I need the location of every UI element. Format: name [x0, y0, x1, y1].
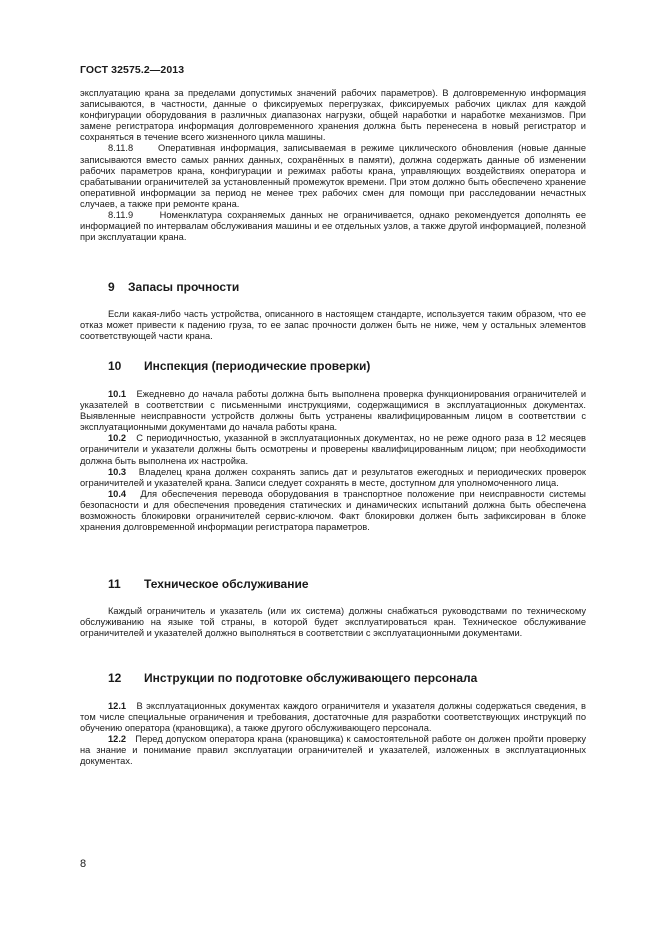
paragraph-10-1	[80, 389, 586, 433]
section-10-body	[80, 389, 586, 533]
section-12-heading	[80, 671, 586, 685]
clause-text: Ежедневно до начала работы должна быть выполнена проверка функционирования ограничителей и указателей в соответствии с письменными инструкциями, содержащимися в эксплуатационных документах. Выявленные неисправности устройств должны быть устранены квалифицированным лицом в соответствии с эксплуатационными документами до начала работы крана.	[80, 389, 587, 433]
clause-text: С периодичностью, указанной в эксплуатационных документах, но не реже одного раза в 12 месяцев ограничители и указатели должны быть осмотрены и проверены квалифицированным лицом; при необходимости должна быть выполнена их настройка.	[80, 433, 586, 466]
paragraph-8-11-9	[80, 210, 586, 243]
section-number: 10	[108, 359, 122, 373]
section-10-heading	[80, 359, 586, 373]
clause-number: 12.2	[108, 734, 127, 745]
section-title: Запасы прочности	[128, 280, 240, 294]
paragraph: Каждый ограничитель и указатель (или их система) должны снабжаться руководствами по техническому обслуживанию на языке той страны, в которой будет эксплуатироваться кран. Техническое обслуживание ограничителей и указателей должно выполняться в соответствии с эксплуатационными документами.	[80, 606, 586, 639]
paragraph-12-2	[80, 734, 586, 767]
section-title: Техническое обслуживание	[144, 577, 309, 591]
paragraph-8-11-8	[80, 143, 586, 210]
paragraph: эксплуатацию крана за пределами допустимых значений рабочих параметров). В долговременную информация записываются, в частности, данные о фиксируемых перегрузках, фиксируемых рабочих циклах для каждой конфигурации оборудования в различных диапазонах нагрузки, общей наработки и наработке механизмов. При замене регистратора информация долговременного хранения должна быть перенесена в новый регистратор и сохраняться в течение всего жизненного цикла машины.	[80, 88, 586, 143]
clause-text: Оперативная информация, записываемая в режиме циклического обновления (новые данные записываются вместо самых ранних данных, сохранённых в памяти), должна содержать данные об изменении рабочих параметров крана, конфигурации и режимах работы крана, управляющих воздействиях оператора и срабатывании ограничителей за установленный промежуток времени. При этом должно быть обеспечено хранение оперативной информации за период не менее трех рабочих смен для помощи при расследовании нечастных случаев, а также при ремонте крана.	[80, 143, 586, 209]
clause-number: 10.2	[108, 433, 127, 444]
clause-text: Владелец крана должен сохранять запись дат и результатов ежегодных и периодических проверок ограничителей и указателей крана. Записи следует сохранять в месте, доступном для уполномоченного лица.	[80, 466, 586, 488]
paragraph-10-2	[80, 433, 586, 466]
section-9-body	[80, 309, 586, 342]
clause-text: Номенклатура сохраняемых данных не ограничивается, однако рекомендуется дополнять ее информацией по интервалам обслуживания машины и ее отдельных узлов, а также другой информацией, полезной при эксплуатации крана.	[80, 210, 586, 243]
section-title: Инструкции по подготовке обслуживающего персонала	[144, 671, 478, 685]
paragraph-10-4	[80, 489, 586, 533]
section-title: Инспекция (периодические проверки)	[144, 359, 371, 373]
paragraph-10-3	[80, 467, 586, 489]
paragraph-12-1	[80, 701, 586, 734]
section-12-body	[80, 701, 586, 768]
section-11-heading	[80, 577, 586, 591]
section-9-heading	[80, 280, 586, 294]
clause-text: В эксплуатационных документах каждого ограничителя и указателя должны содержаться сведения, в том числе специальные ограничения и требования, достаточные для разработки соответствующих инструкций по обучению оператора (крановщика), а также другого обслуживающего персонала.	[80, 701, 586, 734]
clause-text: Перед допуском оператора крана (крановщика) к самостоятельной работе он должен пройти проверку на знание и понимание правил эксплуатации ограничителей и указателей, изложенных в эксплуатационных документах.	[80, 734, 587, 767]
section-8-continuation	[80, 88, 586, 243]
clause-number: 12.1	[108, 701, 127, 711]
section-11-body	[80, 606, 586, 639]
section-number: 9	[108, 280, 115, 294]
section-number: 12	[108, 671, 122, 685]
clause-text: Для обеспечения перевода оборудования в транспортное положение при неисправности системы безопасности и для обеспечения проведения статических и динамических испытаний должна быть обеспечена возможность блокировки ограничителей сервис-ключом. Факт блокировки должен быть зафиксирован в блоке хранения долговременной информации регистратора параметров.	[80, 488, 586, 533]
page-number: 8	[80, 858, 87, 870]
paragraph: Если какая-либо часть устройства, описанного в настоящем стандарте, используется таким образом, что ее отказ может привести к падению груза, то ее запас прочности должен быть не ниже, чем у остальных элементов соответствующей части крана.	[80, 309, 586, 342]
clause-number: 10.1	[108, 389, 127, 399]
clause-number: 10.3	[108, 466, 127, 477]
clause-number: 10.4	[108, 488, 127, 499]
section-number: 11	[108, 577, 121, 591]
clause-number: 8.11.8	[108, 143, 134, 154]
document-header: ГОСТ 32575.2—2013	[80, 64, 185, 76]
clause-number: 8.11.9	[108, 210, 134, 221]
